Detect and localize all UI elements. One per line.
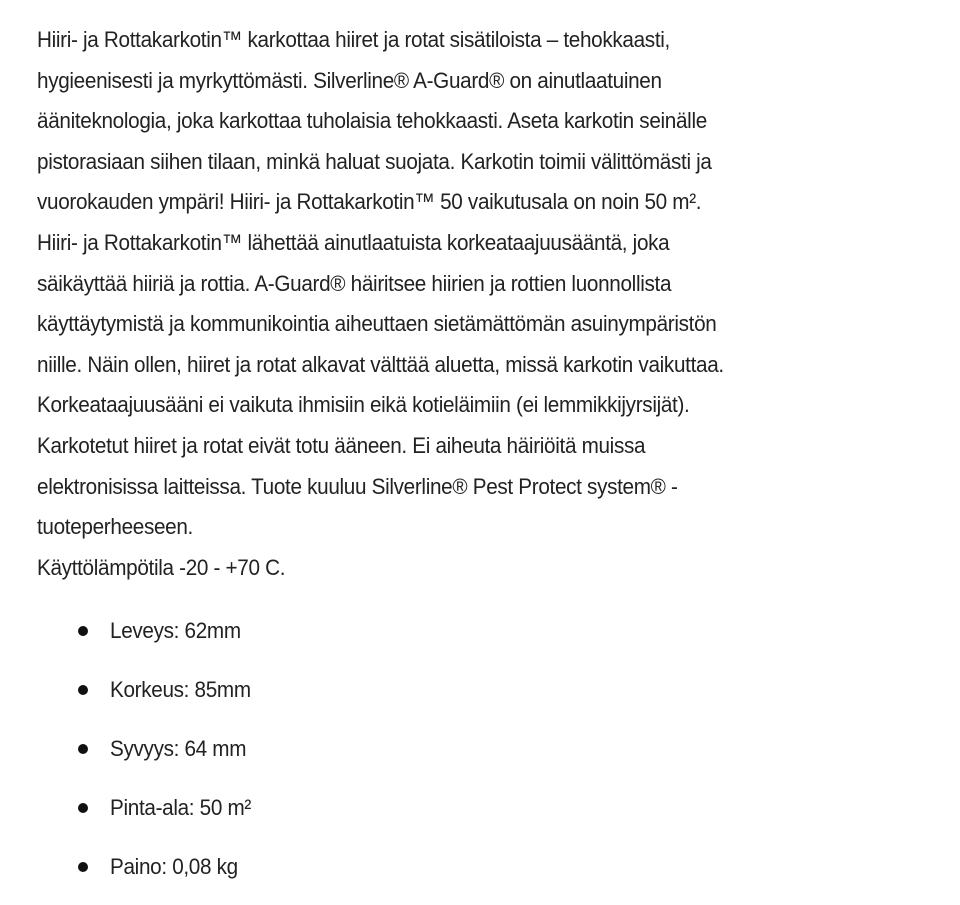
spec-item-weight <box>37 837 637 896</box>
product-description <box>37 20 952 588</box>
description-line: vuorokauden ympäri! Hiiri- ja Rottakarkotin™ 50 vaikutusala on noin 50 m². <box>37 189 702 215</box>
description-line: tuoteperheeseen. <box>37 514 193 540</box>
description-line: elektronisissa laitteissa. Tuote kuuluu Silverline® Pest Protect system® - <box>37 473 678 499</box>
bullet-icon <box>78 685 88 695</box>
description-line: käyttäytymistä ja kommunikointia aiheuttaen sietämättömän asuinympäristön <box>37 311 717 337</box>
spec-item-height <box>37 660 637 719</box>
spec-item-width <box>37 601 637 660</box>
description-line: pistorasiaan siihen tilaan, minkä haluat suojata. Karkotin toimii välittömästi ja <box>37 148 712 174</box>
spec-item-depth <box>37 719 637 778</box>
spec-list <box>37 601 637 896</box>
spec-text: Korkeus: 85mm <box>110 676 251 702</box>
description-line: niille. Näin ollen, hiiret ja rotat alkavat välttää aluetta, missä karkotin vaikuttaa. <box>37 351 724 377</box>
description-line: Korkeataajuusääni ei vaikuta ihmisiin eikä kotieläimiin (ei lemmikkijyrsijät). <box>37 392 690 418</box>
spec-item-area <box>37 778 637 837</box>
spec-text: Leveys: 62mm <box>110 617 241 643</box>
description-line: ääniteknologia, joka karkottaa tuholaisia tehokkaasti. Aseta karkotin seinälle <box>37 108 707 134</box>
bullet-icon <box>78 803 88 813</box>
description-line: hygieenisesti ja myrkyttömästi. Silverline® A-Guard® on ainutlaatuinen <box>37 67 662 93</box>
bullet-icon <box>78 744 88 754</box>
description-line: Hiiri- ja Rottakarkotin™ lähettää ainutlaatuista korkeataajuusääntä, joka <box>37 229 670 255</box>
spec-text: Pinta-ala: 50 m² <box>110 794 251 820</box>
description-line: Hiiri- ja Rottakarkotin™ karkottaa hiiret ja rotat sisätiloista – tehokkaasti, <box>37 27 670 52</box>
spec-text: Syvyys: 64 mm <box>110 735 247 761</box>
description-line: Karkotetut hiiret ja rotat eivät totu ääneen. Ei aiheuta häiriöitä muissa <box>37 432 646 458</box>
spec-text: Paino: 0,08 kg <box>110 853 238 879</box>
description-line: säikäyttää hiiriä ja rottia. A-Guard® häiritsee hiirien ja rottien luonnollista <box>37 270 672 296</box>
bullet-icon <box>78 862 88 872</box>
bullet-icon <box>78 626 88 636</box>
operating-temperature: Käyttölämpötila -20 - +70 C. <box>37 554 286 580</box>
